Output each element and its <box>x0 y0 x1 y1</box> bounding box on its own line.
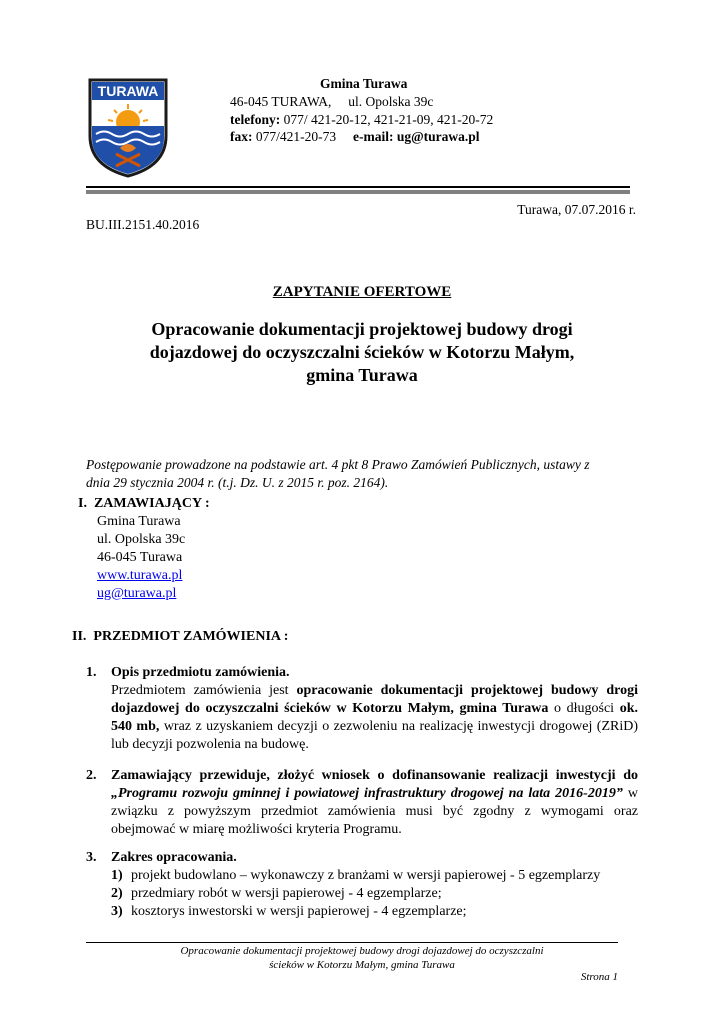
section-title: ZAMAWIAJĄCY : <box>93 496 210 511</box>
section-order-subject <box>72 629 288 645</box>
org-name: Gmina Turawa <box>320 76 408 91</box>
party-street: ul. Opolska 39c <box>97 532 186 547</box>
item-number: 1. <box>86 665 97 680</box>
fax-label: fax: <box>230 129 253 144</box>
title-line: Opracowanie dokumentacji projektowej budowy drogi <box>151 319 573 339</box>
phones-label: telefony: <box>230 112 281 127</box>
legal-line: dnia 29 stycznia 2004 r. (t.j. Dz. U. z 2015 r. poz. 2164). <box>86 475 389 490</box>
list-item <box>86 849 638 921</box>
item-text: Przedmiotem zamówienia jest opracowanie dokumentacji projektowej budowy drogi dojazdowej do oczyszczalni ścieków w Kotorzu Małym, gmina Turawa o długości ok. 540 mb, wraz z uzyskaniem decyzji o zezwoleniu na realizację inwestycji drogowej (ZRiD) lub decyzji pozwolenia na budowę. <box>111 683 639 752</box>
title-line: dojazdowej do oczyszczalni ścieków w Kotorzu Małym, <box>149 342 575 362</box>
sub-item: 1) projekt budowlano – wykonawczy z branżami w wersji papierowej - 5 egzemplarzy <box>111 868 601 883</box>
title-line: gmina Turawa <box>306 365 418 385</box>
footer-rule <box>86 942 618 943</box>
section-ordering-party <box>78 495 210 603</box>
org-phones <box>230 111 493 129</box>
document-title <box>100 318 624 387</box>
fax-value: 077/421-20-73 <box>255 129 337 144</box>
legal-line: Postępowanie prowadzone na podstawie art. 4 pkt 8 Prawo Zamówień Publicznych, ustawy z <box>86 457 590 472</box>
section-title: PRZEDMIOT ZAMÓWIENIA : <box>93 629 289 644</box>
item-number: 3. <box>86 850 97 865</box>
logo-text: TURAWA <box>97 83 159 99</box>
header-rule-shadow <box>86 190 630 194</box>
org-postal: 46-045 TURAWA, <box>230 94 332 109</box>
item-heading: Zakres opracowania. <box>111 850 237 865</box>
email-link[interactable]: ug@turawa.pl <box>97 586 177 601</box>
party-city: 46-045 Turawa <box>97 550 183 565</box>
list-item <box>86 767 638 839</box>
item-text: Zamawiający przewiduje, złożyć wniosek o dofinansowanie realizacji inwestycji do „Programu rozwoju gminnej i powiatowej infrastruktury drogowej na lata 2016-2019” w związku z powyższym przedmiot zamówienia musi być zgodny z wymogami oraz obejmować w miarę możliwości kryteria Programu. <box>111 768 638 837</box>
section-heading <box>78 495 210 513</box>
website-link[interactable]: www.turawa.pl <box>97 568 183 583</box>
phones-value: 077/ 421-20-12, 421-21-09, 421-20-72 <box>283 112 494 127</box>
page-number: Strona 1 <box>580 971 618 983</box>
turawa-logo <box>86 76 170 178</box>
org-address <box>230 93 433 111</box>
sub-item: 2) przedmiary robót w wersji papierowej - 4 egzemplarze; <box>111 886 442 901</box>
page-footer <box>86 944 638 972</box>
footer-line: ścieków w Kotorzu Małym, gmina Turawa <box>269 959 455 971</box>
org-street: ul. Opolska 39c <box>348 94 434 109</box>
sub-item: 3) kosztorys inwestorski w wersji papierowej - 4 egzemplarze; <box>111 904 467 919</box>
party-name: Gmina Turawa <box>97 514 181 529</box>
reference-number: BU.III.2151.40.2016 <box>86 217 200 232</box>
section-number: I. <box>78 496 87 511</box>
section-number: II. <box>72 629 87 644</box>
header-rule <box>86 186 630 188</box>
legal-basis <box>86 456 638 492</box>
document-heading: ZAPYTANIE OFERTOWE <box>272 284 452 300</box>
item-number: 2. <box>86 768 97 783</box>
item-heading: Opis przedmiotu zamówienia. <box>111 665 290 680</box>
document-date: Turawa, 07.07.2016 r. <box>517 202 636 217</box>
email-label: e-mail: ug@turawa.pl <box>353 129 480 144</box>
footer-line: Opracowanie dokumentacji projektowej budowy drogi dojazdowej do oczyszczalni <box>180 945 544 957</box>
org-fax <box>230 128 480 146</box>
list-item <box>86 664 638 754</box>
coat-of-arms-icon <box>86 76 170 178</box>
